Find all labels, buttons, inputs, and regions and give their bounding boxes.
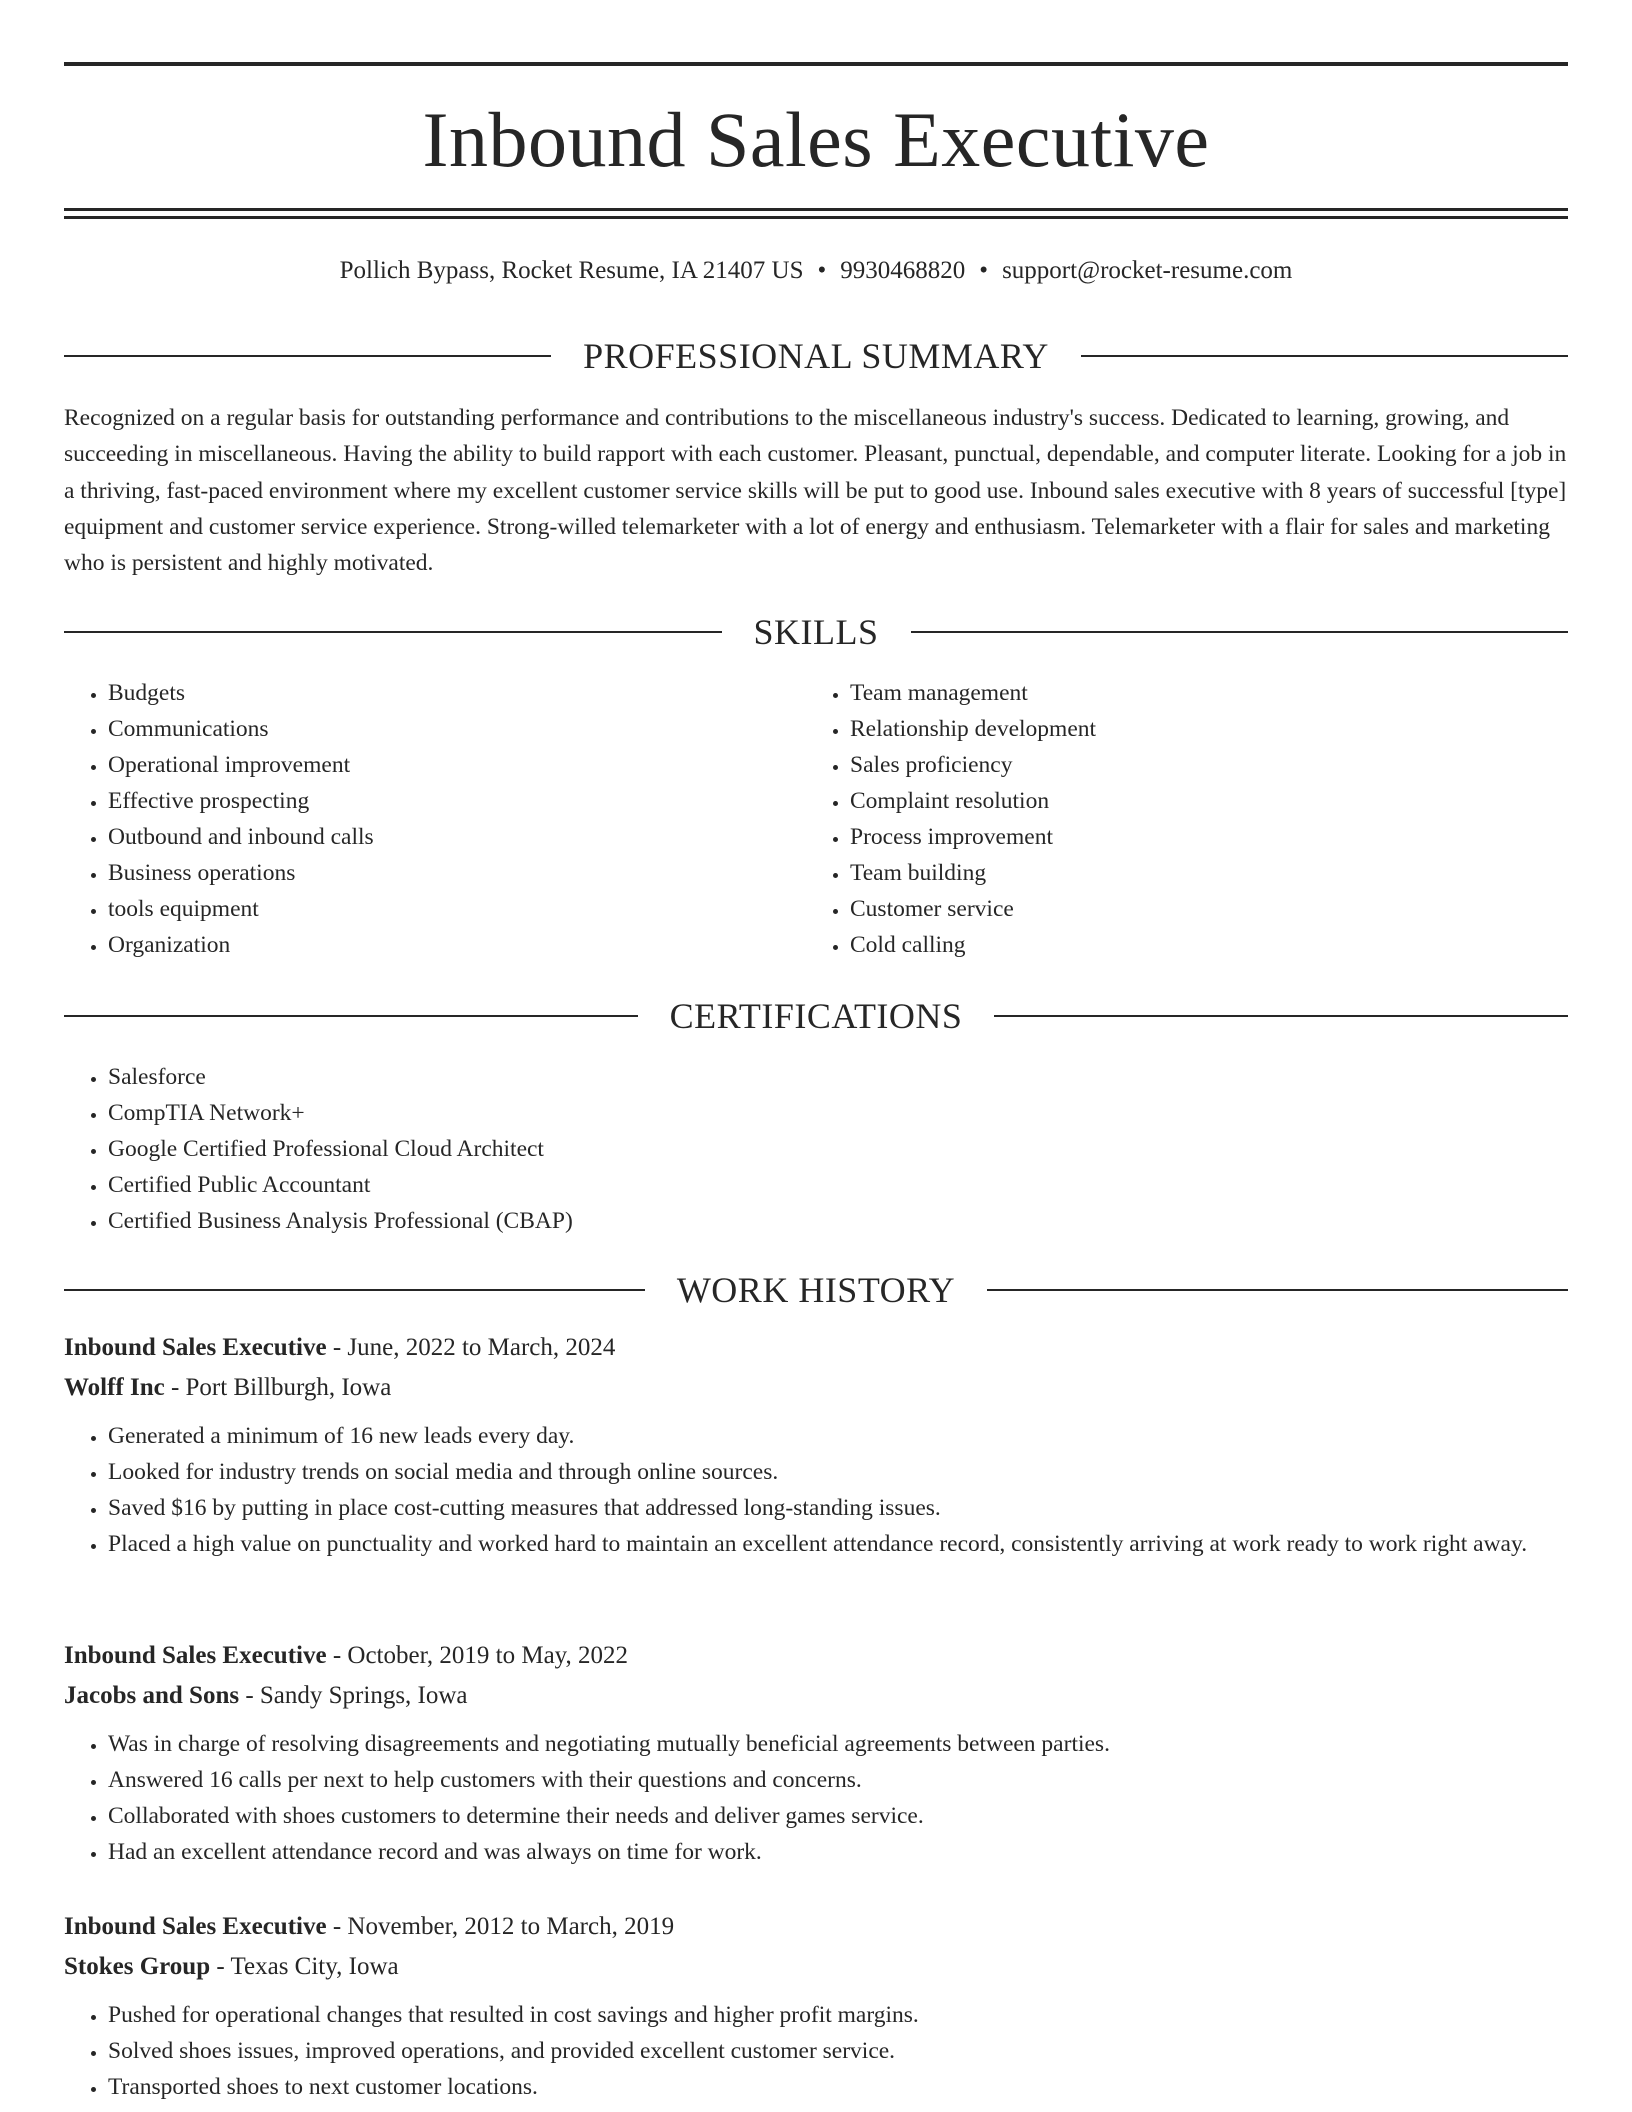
skills-column-left [64,675,744,963]
heading-rule [64,631,722,633]
job-bullets [64,1726,1568,1870]
certification-item: • CompTIA Network+ [108,1095,1464,1131]
skill-item: • Effective prospecting [108,783,744,819]
contact-separator: • [979,257,989,284]
skills-heading [64,610,1568,654]
job-company: Jacobs and Sons [64,1682,240,1709]
job-company: Stokes Group [64,1953,211,1980]
summary-heading-label: PROFESSIONAL SUMMARY [583,336,1049,376]
job-entry [64,1328,1568,1562]
job-title: Inbound Sales Executive [64,1334,327,1361]
skill-item: • Business operations [108,855,744,891]
job-bullet: • Transported shoes to next customer locations. [108,2069,1568,2105]
contact-phone: 9930468820 [840,257,966,284]
heading-rule [64,1015,638,1017]
job-bullet: • Had an excellent attendance record and was always on time for work. [108,1834,1568,1870]
job-company: Wolff Inc [64,1374,165,1401]
job-title: Inbound Sales Executive [64,1642,327,1669]
job-dates: - October, 2019 to May, 2022 [326,1642,629,1669]
job-bullet: • Was in charge of resolving disagreements and negotiating mutually beneficial agreements between parties. [108,1726,1568,1762]
work-history-heading-label: WORK HISTORY [676,1270,956,1310]
skills-list-left [64,675,744,963]
job-bullet: • Placed a high value on punctuality and worked hard to maintain an excellent attendance record, consistently arriving at work ready to work right away. [108,1526,1568,1562]
contact-address: Pollich Bypass, Rocket Resume, IA 21407 US [339,257,804,284]
certifications-heading [64,994,1568,1038]
job-title: Inbound Sales Executive [64,1913,327,1940]
skill-item: • Operational improvement [108,747,744,783]
job-dates: - November, 2012 to March, 2019 [326,1913,675,1940]
job-bullet: • Solved shoes issues, improved operations, and provided excellent customer service. [108,2033,1568,2069]
job-location: - Texas City, Iowa [210,1953,399,1980]
job-entry [64,1636,1568,1870]
certification-item: • Certified Business Analysis Professional (CBAP) [108,1203,1464,1239]
skill-item: • Complaint resolution [850,783,1486,819]
skill-item: • Team management [850,675,1486,711]
certifications-list [64,1059,1464,1239]
heading-rule [911,631,1569,633]
job-entry [64,1907,1568,2105]
skill-item: • Process improvement [850,819,1486,855]
top-rule [64,62,1568,66]
certifications-block [64,1059,1464,1239]
contact-line [64,254,1568,288]
resume-title: Inbound Sales Executive [422,96,1210,183]
job-company-line [64,1676,1568,1716]
job-title-line [64,1636,1568,1676]
job-bullets [64,1997,1568,2105]
skills-list-right [806,675,1486,963]
skill-item: • Budgets [108,675,744,711]
skills-heading-label: SKILLS [753,612,879,652]
job-bullet: • Looked for industry trends on social media and through online sources. [108,1454,1568,1490]
skill-item: • Customer service [850,891,1486,927]
skill-item: • Organization [108,927,744,963]
job-title-line [64,1907,1568,1947]
job-title-line [64,1328,1568,1368]
contact-email[interactable]: support@rocket-resume.com [1002,257,1293,284]
summary-text: Recognized on a regular basis for outstanding performance and contributions to the miscellaneous industry's success. Dedicated to learning, growing, and succeeding in miscellaneous. Having the ability to build rapport with each customer. Pleasant, punctual, dependable, and computer literate. Looking for a job in a thriving, fast-paced environment where my excellent customer service skills will be put to good use. Inbound sales executive with 8 years of successful [type] equipment and customer service experience. Strong-willed telemarketer with a lot of energy and enthusiasm. Telemarketer with a flair for sales and marketing who is persistent and highly motivated. [64,405,1567,577]
skill-item: • Outbound and inbound calls [108,819,744,855]
job-bullet: • Generated a minimum of 16 new leads every day. [108,1418,1568,1454]
skill-item: • Relationship development [850,711,1486,747]
job-location: - Sandy Springs, Iowa [239,1682,468,1709]
title-rule-lower [64,216,1568,219]
job-dates: - June, 2022 to March, 2024 [326,1334,616,1361]
heading-rule [987,1289,1568,1291]
certification-item: • Salesforce [108,1059,1464,1095]
job-company-line [64,1368,1568,1408]
title-rule-upper [64,208,1568,211]
job-location: - Port Billburgh, Iowa [164,1374,392,1401]
job-bullet: • Collaborated with shoes customers to determine their needs and deliver games service. [108,1798,1568,1834]
skill-item: • Cold calling [850,927,1486,963]
job-bullet: • Saved $16 by putting in place cost-cutting measures that addressed long-standing issues. [108,1490,1568,1526]
skill-item: • Team building [850,855,1486,891]
job-company-line [64,1947,1568,1987]
summary-heading [64,334,1568,378]
certifications-heading-label: CERTIFICATIONS [669,996,963,1036]
certification-item: • Google Certified Professional Cloud Architect [108,1131,1464,1167]
job-bullet: • Answered 16 calls per next to help customers with their questions and concerns. [108,1762,1568,1798]
job-bullets [64,1418,1568,1562]
skill-item: • tools equipment [108,891,744,927]
work-history-heading [64,1268,1568,1312]
skill-item: • Sales proficiency [850,747,1486,783]
job-bullet: • Pushed for operational changes that resulted in cost savings and higher profit margins. [108,1997,1568,2033]
heading-rule [994,1015,1568,1017]
skills-column-right [806,675,1486,963]
skill-item: • Communications [108,711,744,747]
heading-rule [64,355,551,357]
contact-separator: • [817,257,827,284]
heading-rule [1081,355,1568,357]
heading-rule [64,1289,645,1291]
certification-item: • Certified Public Accountant [108,1167,1464,1203]
